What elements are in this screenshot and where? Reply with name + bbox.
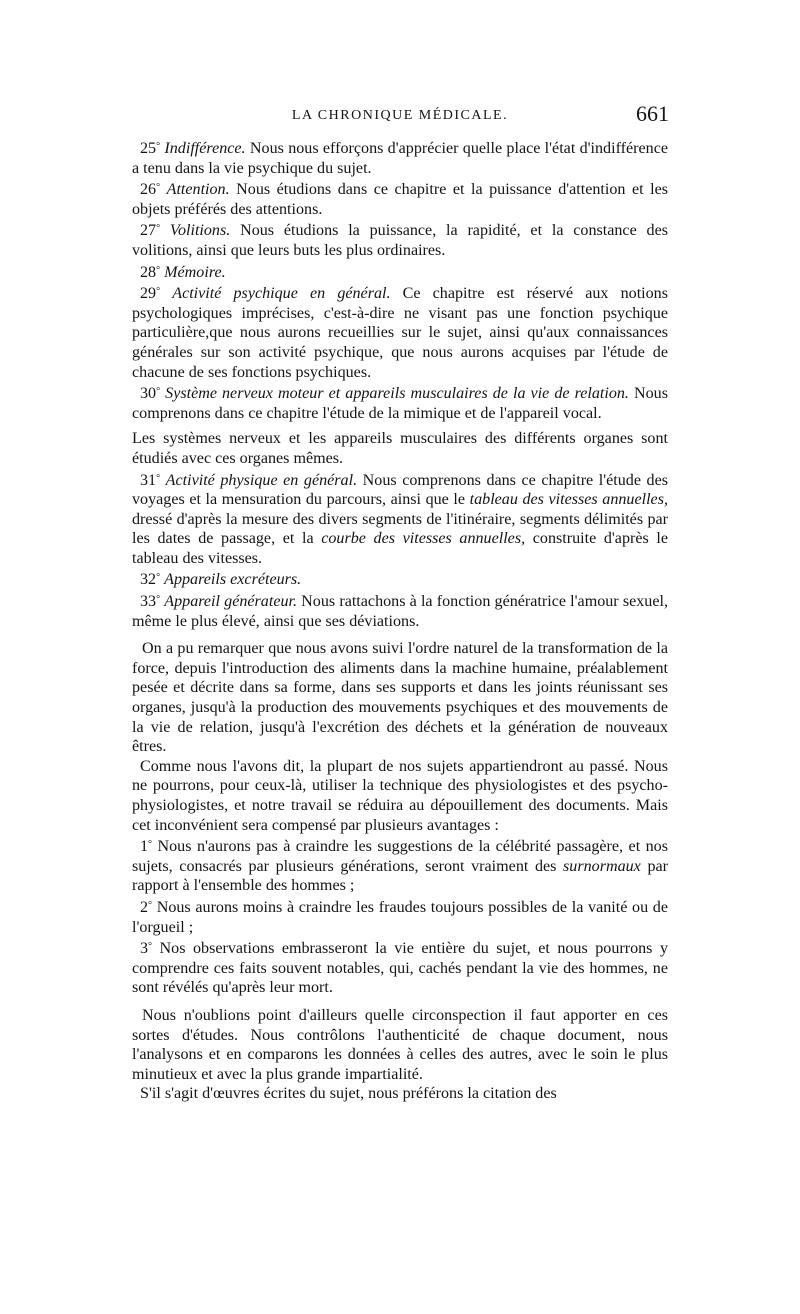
page-number: 661 xyxy=(636,101,669,126)
item-27: 27° Volitions. Nous étudions la puissance, la rapidité, et la constance des volitions, ainsi que leurs buts les plus ordinaires. xyxy=(132,222,668,259)
body-text xyxy=(132,137,668,1104)
item-32: 32° Appareils excréteurs. xyxy=(140,571,302,589)
item-33: 33° Appareil générateur. Nous rattachons à la fonction génératrice l'amour sexuel, même le plus élevé, ainsi que ses déviations. xyxy=(132,593,668,630)
order-paragraph: On a pu remarquer que nous avons suivi l'ordre naturel de la transformation de la force, depuis l'introduction des aliments dans la machine humaine, préalablement pesée et décrite dans sa forme, dans ses supports et dans les joints réunissant ses organes, jusqu'à la production des mouvements psychiques et des mouvements de la vie de relation, jusqu'à l'excrétion des déchets et la génération de nouveaux êtres. xyxy=(132,640,668,756)
item-25: 25° Indifférence. Nous nous efforçons d'apprécier quelle place l'état d'indifférence a tenu dans la vie psychique du sujet. xyxy=(132,140,668,177)
advantage-3: 3° Nos observations embrasseront la vie entière du sujet, et nous pourrons y comprendre ces faits souvent notables, qui, cachés pendant la vie des hommes, ne sont révélés qu'après leur mort. xyxy=(132,940,668,997)
item-26: 26° Attention. Nous étudions dans ce chapitre et la puissance d'attention et les objets préférés des attentions. xyxy=(132,181,668,218)
last-line: S'il s'agit d'œuvres écrites du sujet, nous préférons la citation des xyxy=(140,1085,557,1103)
past-paragraph: Comme nous l'avons dit, la plupart de nos sujets appartiendront au passé. Nous ne pourrons, pour ceux-là, utiliser la technique des physiologistes et des psycho-physiologistes, et notre travail se réduira au dépouillement des documents. Mais cet inconvénient sera compensé par plusieurs avantages : xyxy=(132,757,668,834)
item-29: 29° Activité psychique en général. Ce chapitre est réservé aux notions psychologiques imprécises, c'est-à-dire ne visant pas une fonction psychique particulière,que nous aurons recueillies sur le sujet, ainsi qu'aux connaissances générales sur son activité psychique, que nous aurons acquises par l'étude de chacune de ses fonctions psychiques. xyxy=(132,285,668,381)
running-title: LA CHRONIQUE MÉDICALE. xyxy=(291,108,509,123)
item-30: 30° Système nerveux moteur et appareils musculaires de la vie de relation. Nous comprenons dans ce chapitre l'étude de la mimique et de l'appareil vocal. xyxy=(132,385,668,422)
item-31: 31° Activité physique en général. Nous comprenons dans ce chapitre l'étude des voyages et la mensuration du parcours, ainsi que le tableau des vitesses annuelles, dressé d'après la mesure des divers segments de l'itinéraire, segments délimités par les dates de passage, et la courbe des vitesses annuelles, construite d'après le tableau des vitesses. xyxy=(132,471,668,567)
advantage-2: 2° Nous aurons moins à craindre les fraudes toujours possibles de la vanité ou de l'orgueil ; xyxy=(132,898,668,936)
advantage-1: 1° Nous n'aurons pas à craindre les suggestions de la célébrité passagère, et nos sujets, consacrés par plusieurs générations, seront vraiment des surnormaux par rapport à l'ensemble des hommes ; xyxy=(132,838,668,895)
item-28: 28° Mémoire. xyxy=(140,263,226,281)
systems-paragraph: Les systèmes nerveux et les appareils musculaires des différents organes sont étudiés avec ces organes mêmes. xyxy=(132,430,668,467)
method-paragraph: Nous n'oublions point d'ailleurs quelle circonspection il faut apporter en ces sortes d'études. Nous contrôlons l'authenticité de chaque document, nous l'analysons et en comparons les données à celles des autres, avec le soin le plus minutieux et avec la plus grande impartialité. xyxy=(132,1006,668,1083)
